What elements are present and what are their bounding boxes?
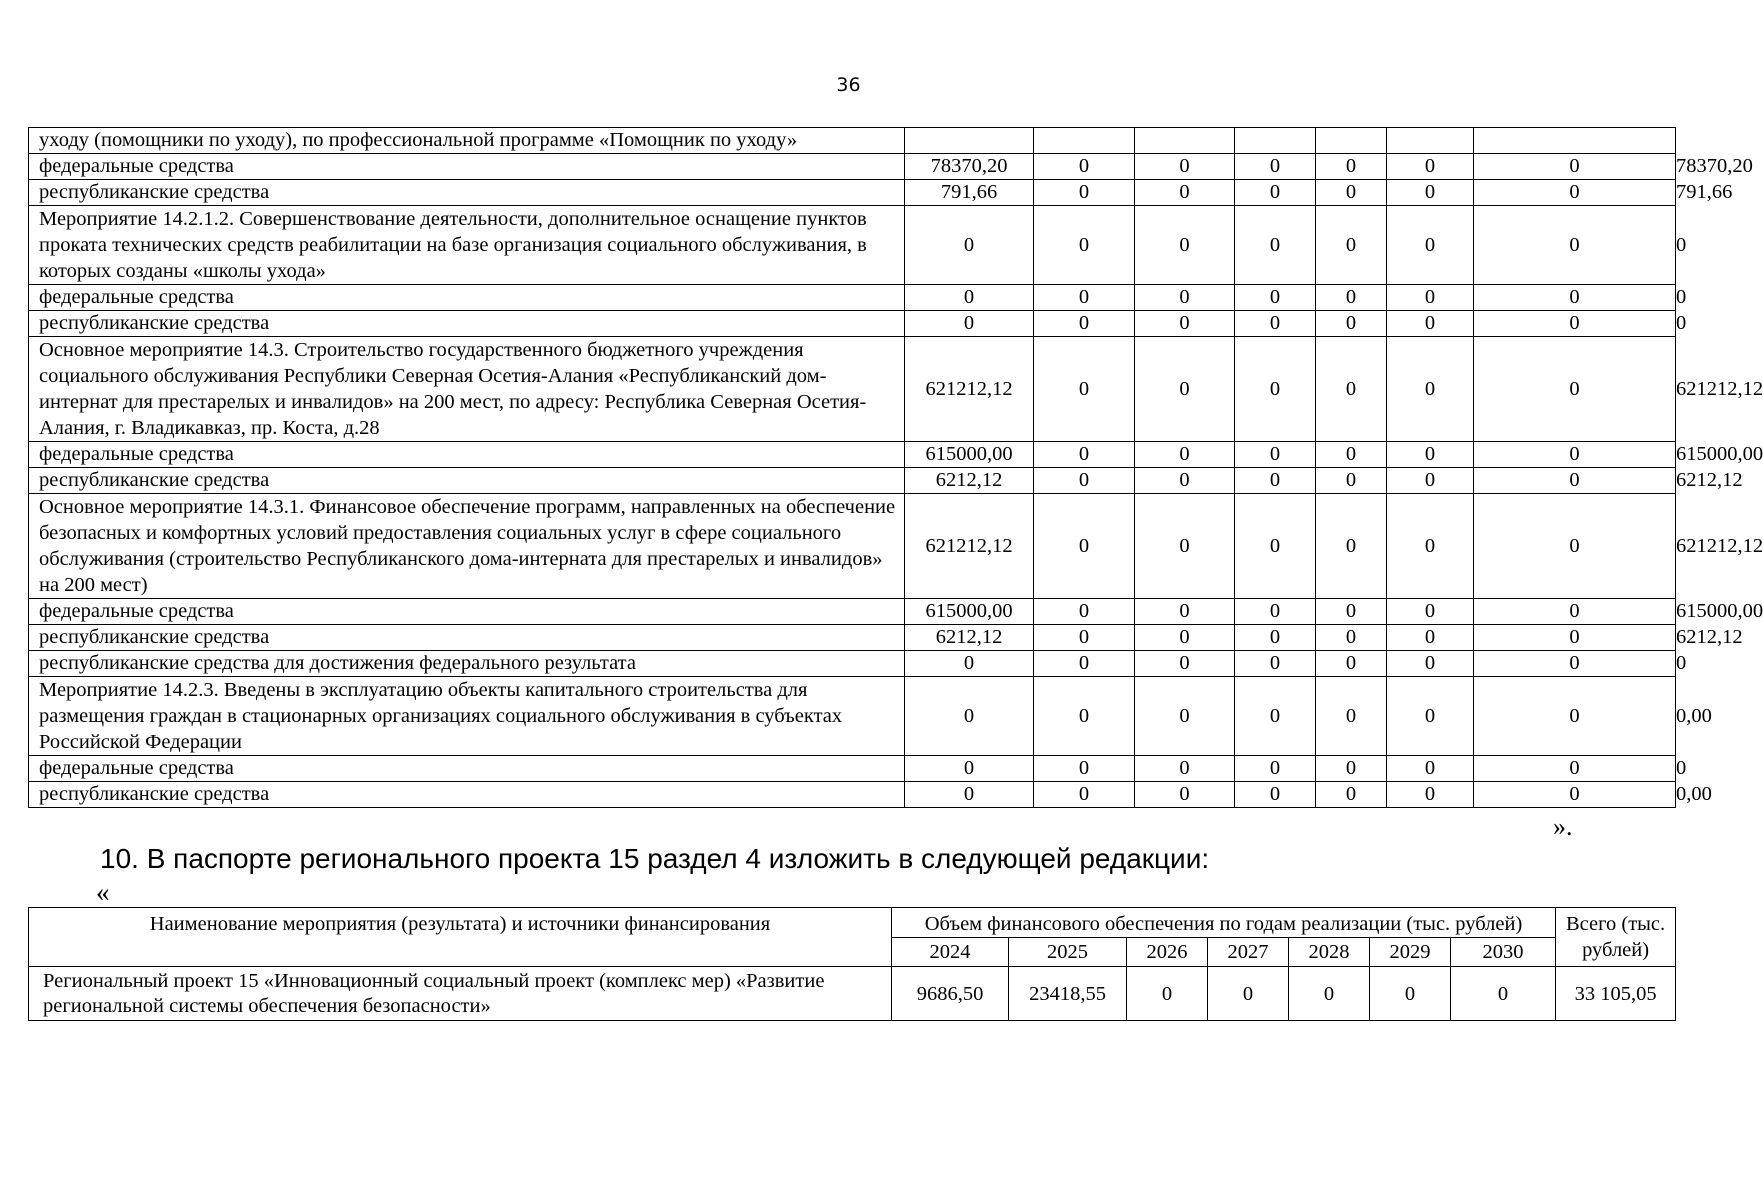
table-row	[29, 128, 1676, 154]
value-cell: 0	[905, 677, 1034, 756]
financing-table-continued	[28, 127, 1763, 808]
row-name-cell: Основное мероприятие 14.3. Строительство государственного бюджетного учреждения социального обслуживания Республики Северная Осетия-Алания «Республиканский дом-интернат для престарелых и инвалидов» на 200 мест, по адресу: Республика Северная Осетия-Алания, г. Владикавказ, пр. Коста, д.28	[29, 337, 905, 442]
value-cell: 0	[1474, 285, 1676, 311]
value-cell: 0	[1235, 625, 1316, 651]
value-cell	[1316, 128, 1387, 154]
row-name-cell: республиканские средства	[29, 782, 905, 808]
value-cell	[1135, 128, 1235, 154]
value-cell: 0	[1451, 967, 1556, 1021]
table-row: республиканские средства для достижения федерального результата 0 0 0 0 0 0 0 0	[29, 651, 1676, 677]
value-cell: 0	[1387, 625, 1474, 651]
value-cell: 0	[1316, 625, 1387, 651]
value-cell: 0	[1127, 967, 1208, 1021]
value-cell: 0	[1135, 494, 1235, 599]
year-header-cell: 2025	[1009, 938, 1127, 967]
value-cell: 0	[1387, 651, 1474, 677]
value-cell: 0	[1474, 206, 1676, 285]
value-cell: 0	[1387, 285, 1474, 311]
value-cell	[1474, 128, 1676, 154]
value-cell: 78370,20	[905, 154, 1034, 180]
value-cell: 0	[1387, 442, 1474, 468]
row-name-cell: федеральные средства	[29, 756, 905, 782]
page-number: 36	[836, 74, 861, 96]
value-cell: 9686,50	[892, 967, 1009, 1021]
value-cell: 0	[1387, 154, 1474, 180]
value-cell: 0	[1235, 494, 1316, 599]
value-cell: 0	[1034, 625, 1135, 651]
table-row: Основное мероприятие 14.3.1. Финансовое обеспечение программ, направленных на обеспечение безопасных и комфортных условий предоставления социальных услуг в сфере социального обслуживания (строительство Республиканского дома-интерната для престарелых и инвалидов» на 200 мест) 621212,12 0 0 0 0 0 0 621212,12	[29, 494, 1676, 599]
value-cell: 0	[1208, 967, 1289, 1021]
value-cell: 0	[1034, 599, 1135, 625]
table-row: федеральные средства 0 0 0 0 0 0 0 0	[29, 285, 1676, 311]
value-cell: 0	[1316, 154, 1387, 180]
value-cell: 791,66	[905, 180, 1034, 206]
value-cell: 0	[1235, 599, 1316, 625]
table-row: федеральные средства 0 0 0 0 0 0 0 0	[29, 756, 1676, 782]
value-cell: 0	[1474, 625, 1676, 651]
value-cell	[1387, 128, 1474, 154]
row-name-cell: республиканские средства	[29, 180, 905, 206]
value-cell: 0	[1034, 677, 1135, 756]
value-cell: 0	[1316, 285, 1387, 311]
value-cell: 0	[1235, 180, 1316, 206]
value-cell: 0	[1135, 311, 1235, 337]
value-cell: 0	[1316, 180, 1387, 206]
value-cell: 0	[1135, 180, 1235, 206]
value-cell: 0	[1135, 468, 1235, 494]
table-row: Основное мероприятие 14.3. Строительство государственного бюджетного учреждения социального обслуживания Республики Северная Осетия-Алания «Республиканский дом-интернат для престарелых и инвалидов» на 200 мест, по адресу: Республика Северная Осетия-Алания, г. Владикавказ, пр. Коста, д.28 621212,12 0 0 0 0 0 0 621212,12	[29, 337, 1676, 442]
opening-quote: «	[96, 877, 110, 907]
value-cell: 0	[1034, 782, 1135, 808]
row-name-cell: республиканские средства	[29, 311, 905, 337]
row-name-cell: федеральные средства	[29, 285, 905, 311]
value-cell: 0	[1235, 285, 1316, 311]
value-cell: 0	[1034, 468, 1135, 494]
row-name-cell: республиканские средства для достижения федерального результата	[29, 651, 905, 677]
value-cell: 0	[1135, 625, 1235, 651]
value-cell: 0	[1316, 206, 1387, 285]
value-cell: 0	[1474, 677, 1676, 756]
table-row: республиканские средства 791,66 0 0 0 0 0 0 791,66	[29, 180, 1676, 206]
value-cell: 0	[905, 756, 1034, 782]
value-cell: 0	[1474, 782, 1676, 808]
row-name-cell: федеральные средства	[29, 442, 905, 468]
value-cell: 0	[1034, 494, 1135, 599]
value-cell: 0	[1135, 285, 1235, 311]
value-cell: 0	[1235, 468, 1316, 494]
section-instruction: 10. В паспорте регионального проекта 15 раздел 4 изложить в следующей редакции:	[100, 843, 1210, 874]
value-cell: 0	[1034, 756, 1135, 782]
header-total-cell: Всего (тыс. рублей)	[1556, 908, 1676, 967]
value-cell: 0	[905, 782, 1034, 808]
value-cell: 0	[1387, 206, 1474, 285]
value-cell: 0	[1235, 442, 1316, 468]
value-cell: 0	[1135, 651, 1235, 677]
value-cell: 0	[1387, 468, 1474, 494]
value-cell: 0	[1235, 154, 1316, 180]
table-row: федеральные средства 615000,00 0 0 0 0 0 0 615000,00	[29, 442, 1676, 468]
table-row: Мероприятие 14.2.1.2. Совершенствование деятельности, дополнительное оснащение пунктов проката технических средств реабилитации на базе организация социального обслуживания, в которых созданы «школы ухода» 0 0 0 0 0 0 0 0	[29, 206, 1676, 285]
row-name-cell: уходу (помощники по уходу), по профессиональной программе «Помощник по уходу»	[29, 128, 905, 154]
value-cell: 33 105,05	[1556, 967, 1676, 1021]
table-row: федеральные средства 78370,20 0 0 0 0 0 0 78370,20	[29, 154, 1676, 180]
value-cell: 0	[1316, 677, 1387, 756]
value-cell: 0	[1034, 337, 1135, 442]
closing-quote: ».	[1553, 812, 1573, 841]
value-cell: 621212,12	[905, 494, 1034, 599]
value-cell: 0	[1235, 651, 1316, 677]
value-cell: 615000,00	[905, 599, 1034, 625]
value-cell: 0	[1235, 756, 1316, 782]
value-cell: 6212,12	[905, 625, 1034, 651]
value-cell: 6212,12	[905, 468, 1034, 494]
value-cell: 621212,12	[905, 337, 1034, 442]
table-row: федеральные средства 615000,00 0 0 0 0 0 0 615000,00	[29, 599, 1676, 625]
value-cell: 0	[1034, 311, 1135, 337]
value-cell: 0	[1474, 599, 1676, 625]
table-row: республиканские средства 6212,12 0 0 0 0 0 0 6212,12	[29, 468, 1676, 494]
value-cell: 0	[1316, 311, 1387, 337]
value-cell: 0	[1316, 468, 1387, 494]
regional-project-15-table	[28, 907, 1676, 1021]
row-name-cell: республиканские средства	[29, 625, 905, 651]
value-cell: 0	[1034, 651, 1135, 677]
year-header-cell: 2028	[1289, 938, 1370, 967]
value-cell: 0	[1034, 154, 1135, 180]
value-cell: 0	[1034, 285, 1135, 311]
value-cell: 0	[1316, 337, 1387, 442]
header-name-cell: Наименование мероприятия (результата) и источники финансирования	[29, 908, 892, 967]
header-volume-cell: Объем финансового обеспечения по годам реализации (тыс. рублей)	[892, 908, 1556, 938]
value-cell: 0	[1034, 206, 1135, 285]
value-cell: 0	[1474, 154, 1676, 180]
value-cell: 0	[1316, 599, 1387, 625]
value-cell: 0	[1316, 494, 1387, 599]
row-name-cell: Мероприятие 14.2.1.2. Совершенствование деятельности, дополнительное оснащение пунктов проката технических средств реабилитации на базе организация социального обслуживания, в которых созданы «школы ухода»	[29, 206, 905, 285]
year-header-cell: 2030	[1451, 938, 1556, 967]
value-cell: 0	[1235, 206, 1316, 285]
value-cell: 0	[1316, 442, 1387, 468]
value-cell: 0	[1135, 677, 1235, 756]
value-cell: 0	[905, 311, 1034, 337]
value-cell: 0	[905, 285, 1034, 311]
value-cell: 0	[1135, 337, 1235, 442]
value-cell: 0	[1135, 782, 1235, 808]
value-cell: 0	[1387, 677, 1474, 756]
table-row: республиканские средства 0 0 0 0 0 0 0 0	[29, 311, 1676, 337]
value-cell: 0	[1387, 599, 1474, 625]
value-cell: 0	[1387, 756, 1474, 782]
row-name-cell: Основное мероприятие 14.3.1. Финансовое обеспечение программ, направленных на обеспечение безопасных и комфортных условий предоставления социальных услуг в сфере социального обслуживания (строительство Республиканского дома-интерната для престарелых и инвалидов» на 200 мест)	[29, 494, 905, 599]
year-header-cell: 2027	[1208, 938, 1289, 967]
row-name-cell: Мероприятие 14.2.3. Введены в эксплуатацию объекты капитального строительства для размещения граждан в стационарных организациях социального обслуживания в субъектах Российской Федерации	[29, 677, 905, 756]
value-cell: 0	[1135, 442, 1235, 468]
value-cell: 0	[1289, 967, 1370, 1021]
value-cell: 0	[1387, 494, 1474, 599]
value-cell: 0	[1316, 651, 1387, 677]
value-cell: 0	[1316, 782, 1387, 808]
year-header-cell: 2026	[1127, 938, 1208, 967]
value-cell: 0	[1235, 782, 1316, 808]
value-cell: 0	[1316, 756, 1387, 782]
row-name-cell: федеральные средства	[29, 154, 905, 180]
table-row: республиканские средства 6212,12 0 0 0 0 0 0 6212,12	[29, 625, 1676, 651]
value-cell: 0	[1235, 311, 1316, 337]
value-cell: 0	[1474, 756, 1676, 782]
value-cell: 0	[1387, 180, 1474, 206]
value-cell	[1235, 128, 1316, 154]
value-cell: 0	[1387, 337, 1474, 442]
value-cell: 615000,00	[905, 442, 1034, 468]
value-cell: 0	[1135, 599, 1235, 625]
value-cell: 0	[1474, 468, 1676, 494]
value-cell	[1034, 128, 1135, 154]
value-cell: 0	[1474, 311, 1676, 337]
table-row: республиканские средства 0 0 0 0 0 0 0 0,00	[29, 782, 1676, 808]
value-cell: 0	[905, 206, 1034, 285]
value-cell: 0	[1235, 337, 1316, 442]
value-cell: 0	[1370, 967, 1451, 1021]
table-row: Мероприятие 14.2.3. Введены в эксплуатацию объекты капитального строительства для размещения граждан в стационарных организациях социального обслуживания в субъектах Российской Федерации 0 0 0 0 0 0 0 0,00	[29, 677, 1676, 756]
value-cell: 0	[1135, 206, 1235, 285]
value-cell: 0	[1387, 782, 1474, 808]
value-cell: 0	[1474, 337, 1676, 442]
value-cell: 0	[1474, 651, 1676, 677]
value-cell: 0	[1235, 677, 1316, 756]
value-cell: 0	[1034, 442, 1135, 468]
row-name-cell: республиканские средства	[29, 468, 905, 494]
year-header-cell: 2029	[1370, 938, 1451, 967]
value-cell: 0	[1135, 756, 1235, 782]
value-cell: 23418,55	[1009, 967, 1127, 1021]
row-name-cell: федеральные средства	[29, 599, 905, 625]
value-cell: 0	[1474, 442, 1676, 468]
value-cell: 0	[1387, 311, 1474, 337]
project-name-cell: Региональный проект 15 «Инновационный социальный проект (комплекс мер) «Развитие региональной системы обеспечения безопасности»	[29, 967, 892, 1021]
year-header-cell: 2024	[892, 938, 1009, 967]
value-cell	[905, 128, 1034, 154]
value-cell: 0	[1474, 180, 1676, 206]
value-cell: 0	[1474, 494, 1676, 599]
value-cell: 0	[905, 651, 1034, 677]
value-cell: 0	[1135, 154, 1235, 180]
value-cell: 0	[1034, 180, 1135, 206]
